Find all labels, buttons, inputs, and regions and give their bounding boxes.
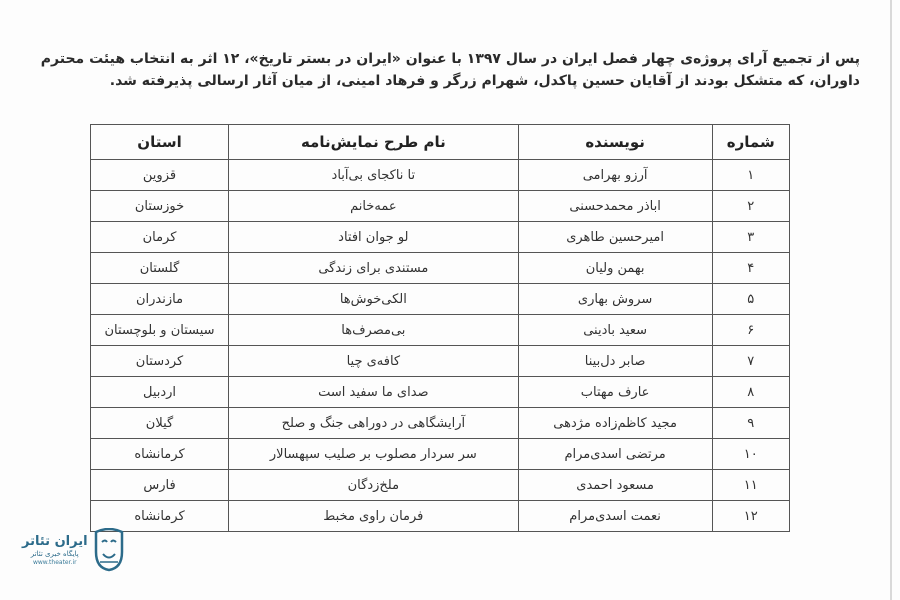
cell-province: کرمانشاه	[91, 439, 229, 470]
cell-play: ملخ‌زدگان	[229, 470, 519, 501]
header-play: نام طرح نمایش‌نامه	[229, 125, 519, 160]
table-row	[91, 377, 790, 408]
logo-url: www.theater.ir	[32, 558, 77, 566]
header-author: نویسنده	[518, 125, 712, 160]
site-logo	[22, 520, 132, 580]
cell-number: ۱۲	[712, 501, 789, 532]
table-row	[91, 253, 790, 284]
cell-play: بی‌مصرف‌ها	[229, 315, 519, 346]
cell-play: الکی‌خوش‌ها	[229, 284, 519, 315]
cell-play: مستندی برای زندگی	[229, 253, 519, 284]
cell-province: کرمان	[91, 222, 229, 253]
cell-author: مسعود احمدی	[518, 470, 712, 501]
cell-province: گیلان	[91, 408, 229, 439]
cell-play: فرمان راوی مخبط	[229, 501, 519, 532]
intro-paragraph	[40, 48, 860, 92]
cell-number: ۳	[712, 222, 789, 253]
page-edge	[890, 0, 892, 600]
table-body	[91, 160, 790, 532]
cell-number: ۱۰	[712, 439, 789, 470]
cell-author: آرزو بهرامی	[518, 160, 712, 191]
cell-number: ۸	[712, 377, 789, 408]
cell-province: اردبیل	[91, 377, 229, 408]
header-number: شماره	[712, 125, 789, 160]
cell-number: ۹	[712, 408, 789, 439]
cell-number: ۴	[712, 253, 789, 284]
cell-play: لو جوان افتاد	[229, 222, 519, 253]
theater-mask-icon	[92, 528, 126, 572]
cell-number: ۱۱	[712, 470, 789, 501]
cell-province: فارس	[91, 470, 229, 501]
cell-play: تا ناکجای بی‌آباد	[229, 160, 519, 191]
table-row	[91, 160, 790, 191]
cell-author: بهمن ولیان	[518, 253, 712, 284]
table-row	[91, 315, 790, 346]
table-row	[91, 222, 790, 253]
intro-line-1: پس از تجمیع آرای پروژه‌ی چهار فصل ایران در سال ۱۳۹۷ با عنوان «ایران در بستر تاریخ»، ۱۲ اثر به انتخاب هیئت محترم	[40, 51, 860, 67]
cell-number: ۶	[712, 315, 789, 346]
plays-table	[90, 124, 790, 532]
table-row	[91, 191, 790, 222]
cell-play: سر سردار مصلوب بر صلیب سپهسالار	[229, 439, 519, 470]
cell-number: ۵	[712, 284, 789, 315]
cell-province: خوزستان	[91, 191, 229, 222]
cell-author: نعمت اسدی‌مرام	[518, 501, 712, 532]
cell-author: امیرحسین طاهری	[518, 222, 712, 253]
table-row	[91, 346, 790, 377]
cell-number: ۱	[712, 160, 789, 191]
table-row	[91, 501, 790, 532]
header-province: استان	[91, 125, 229, 160]
intro-line-2: داوران، که متشکل بودند از آقایان حسین پاکدل، شهرام زرگر و فرهاد امینی، از میان آثار ارسالی پذیرفته شد.	[109, 73, 860, 89]
cell-province: سیستان و بلوچستان	[91, 315, 229, 346]
cell-province: گلستان	[91, 253, 229, 284]
cell-author: مرتضی اسدی‌مرام	[518, 439, 712, 470]
cell-province: کرمانشاه	[91, 501, 229, 532]
table-row	[91, 284, 790, 315]
cell-author: سعید بادینی	[518, 315, 712, 346]
table-row	[91, 439, 790, 470]
cell-play: آرایشگاهی در دوراهی جنگ و صلح	[229, 408, 519, 439]
cell-author: سروش بهاری	[518, 284, 712, 315]
cell-number: ۲	[712, 191, 789, 222]
logo-name: ایران تئاتر	[22, 533, 88, 549]
table-row	[91, 408, 790, 439]
logo-subtitle: پایگاه خبری تئاتر	[30, 549, 79, 558]
logo-text	[22, 534, 88, 567]
cell-author: اباذر محمدحسنی	[518, 191, 712, 222]
table-row	[91, 470, 790, 501]
cell-play: صدای ما سفید است	[229, 377, 519, 408]
cell-province: مازندران	[91, 284, 229, 315]
cell-author: عارف مهتاب	[518, 377, 712, 408]
table-header-row	[91, 125, 790, 160]
cell-number: ۷	[712, 346, 789, 377]
cell-author: صابر دل‌بینا	[518, 346, 712, 377]
cell-author: مجید کاظم‌زاده مژدهی	[518, 408, 712, 439]
cell-play: عمه‌خانم	[229, 191, 519, 222]
cell-province: کردستان	[91, 346, 229, 377]
cell-province: قزوین	[91, 160, 229, 191]
cell-play: کافه‌ی چیا	[229, 346, 519, 377]
